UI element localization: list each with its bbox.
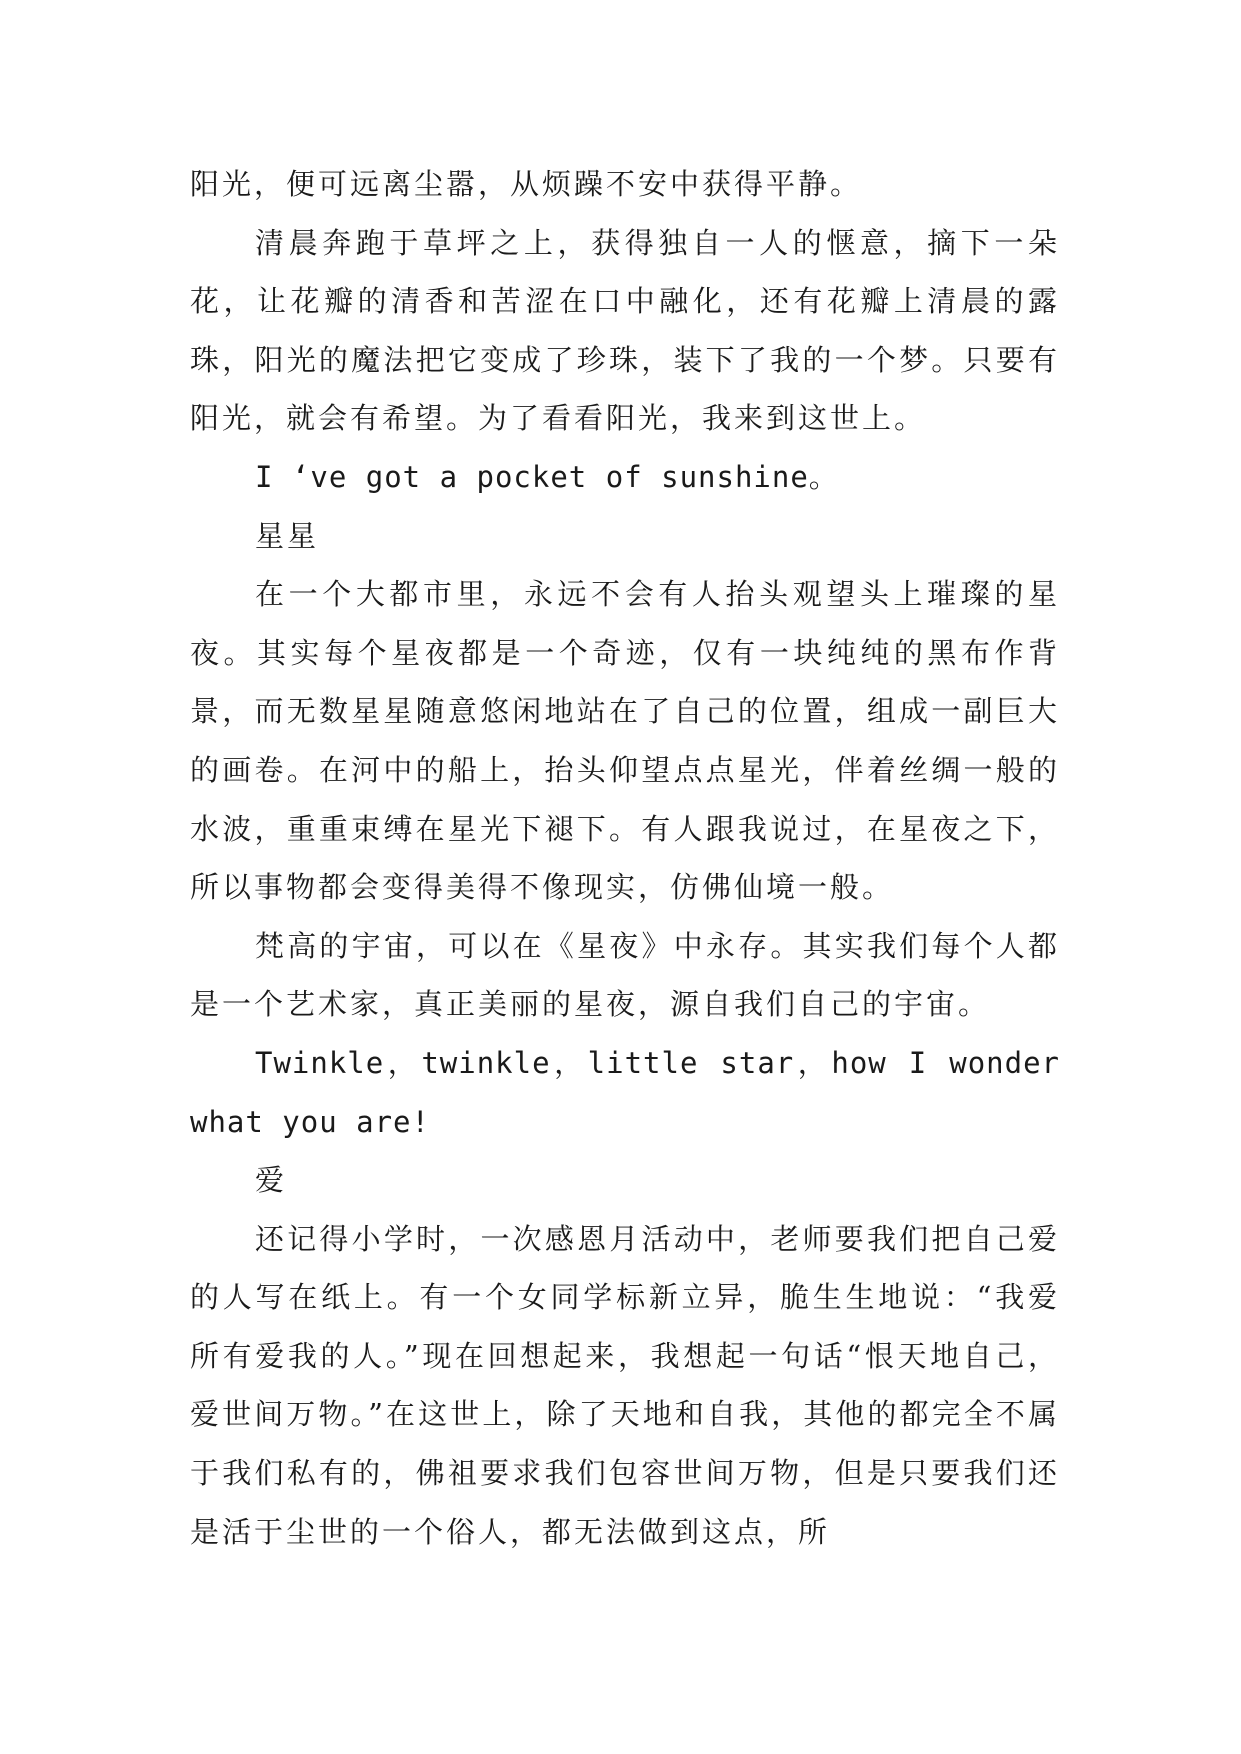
paragraph-starry-night: 在一个大都市里，永远不会有人抬头观望头上璀璨的星夜。其实每个星夜都是一个奇迹，仅有一块纯纯的黑布作背景，而无数星星随意悠闲地站在了自己的位置，组成一副巨大的画卷。在河中的船上，抬头仰望点点星光，伴着丝绸一般的水波，重重束缚在星光下褪下。有人跟我说过，在星夜之下，所以事物都会变得美得不像现实，仿佛仙境一般。 [190,577,1060,905]
section-heading-stars: 星星 [255,518,320,553]
paragraph-van-gogh: 梵高的宇宙，可以在《星夜》中永存。其实我们每个人都是一个艺术家，真正美丽的星夜，源自我们自己的宇宙。 [190,928,1060,1022]
paragraph-morning-run: 清晨奔跑于草坪之上，获得独自一人的惬意，摘下一朵花，让花瓣的清香和苦涩在口中融化，还有花瓣上清晨的露珠，阳光的魔法把它变成了珍珠，装下了我的一个梦。只要有阳光，就会有希望。为了看看阳光，我来到这世上。 [190,225,1060,436]
paragraph-continuation: 阳光，便可远离尘嚣，从烦躁不安中获得平静。 [190,167,863,201]
paragraph-love: 还记得小学时，一次感恩月活动中，老师要我们把自己爱的人写在纸上。有一个女同学标新立异，脆生生地说：“我爱所有爱我的人。”现在回想起来，我想起一句话“恨天地自己，爱世间万物。”在这世上，除了天地和自我，其他的都完全不属于我们私有的，佛祖要求我们包容世间万物，但是只要我们还是活于尘世的一个俗人，都无法做到这点，所 [190,1221,1060,1549]
paragraph-sunshine-quote: I ‘ve got a pocket of sunshine。 [255,459,839,494]
paragraph-twinkle-quote: Twinkle，twinkle，little star，how I wonder what you are! [190,1045,1060,1139]
section-heading-love: 爱 [255,1163,288,1198]
document-body [190,155,1060,1561]
